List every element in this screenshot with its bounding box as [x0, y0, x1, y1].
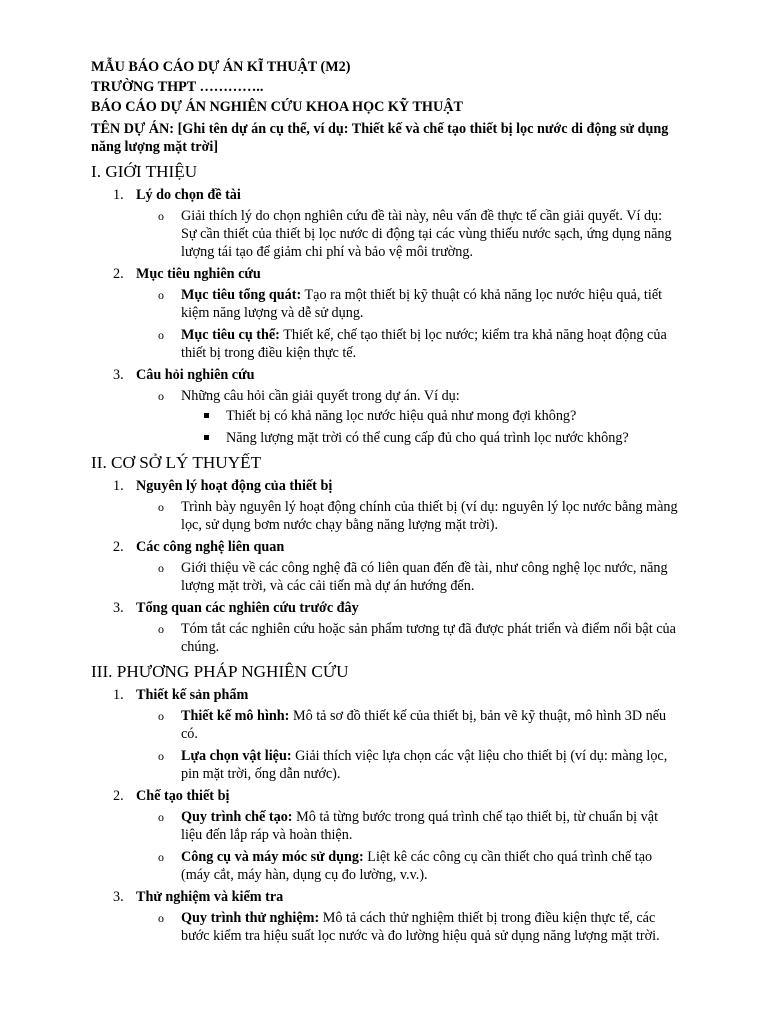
- circle-bullet-icon: o: [158, 749, 164, 763]
- bullet-text: Những câu hỏi cần giải quyết trong dự án. Ví dụ:: [181, 388, 460, 404]
- list-item: [91, 265, 681, 362]
- circle-bullet-icon: o: [158, 709, 164, 723]
- document-page: [91, 58, 681, 949]
- section-list: [91, 477, 681, 656]
- bullet-label: Mục tiêu tổng quát:: [181, 287, 302, 303]
- bullet-item: [136, 909, 681, 945]
- list-item: [91, 366, 681, 447]
- form-title: MẪU BÁO CÁO DỰ ÁN KĨ THUẬT (M2): [91, 59, 351, 75]
- bullet-item: [136, 207, 681, 261]
- bullet-text: Giải thích lý do chọn nghiên cứu đề tài này, nêu vấn đề thực tế cần giải quyết. Ví dụ: Sự cần thiết của thiết bị lọc nước di động tại các vùng thiếu nước sạch, ứng dụng năng lượng tái tạo để giảm chi phí và bảo vệ môi trường.: [181, 208, 672, 260]
- item-title: Nguyên lý hoạt động của thiết bị: [136, 478, 333, 494]
- item-title: Mục tiêu nghiên cứu: [136, 266, 261, 282]
- bullet-text: Giải thích việc lựa chọn các vật liệu cho thiết bị (ví dụ: màng lọc, pin mặt trời, ống dẫn nước).: [181, 748, 668, 782]
- bullet-list: [136, 909, 681, 945]
- sections-container: [91, 162, 681, 945]
- section-list: [91, 186, 681, 447]
- square-bullet-icon: [204, 413, 209, 418]
- list-item: [91, 686, 681, 783]
- item-title: Tổng quan các nghiên cứu trước đây: [136, 600, 359, 616]
- bullet-label: Thiết kế mô hình:: [181, 708, 290, 724]
- bullet-text: Trình bày nguyên lý hoạt động chính của thiết bị (ví dụ: nguyên lý lọc nước bằng màng lọc, sử dụng bơm nước chạy bằng năng lượng mặt trời).: [181, 499, 678, 533]
- list-item: [91, 477, 681, 534]
- bullet-list: [136, 707, 681, 783]
- square-bullet-icon: [204, 435, 209, 440]
- project-name: TÊN DỰ ÁN: [Ghi tên dự án cụ thể, ví dụ: Thiết kế và chế tạo thiết bị lọc nước di động sử dụng năng lượng mặt trời]: [91, 121, 669, 155]
- section-heading: I. GIỚI THIỆU: [91, 162, 198, 181]
- bullet-label: Lựa chọn vật liệu:: [181, 748, 292, 764]
- section-heading: III. PHƯƠNG PHÁP NGHIÊN CỨU: [91, 662, 349, 681]
- bullet-text: Tóm tắt các nghiên cứu hoặc sản phẩm tương tự đã được phát triển và điểm nổi bật của chúng.: [181, 621, 676, 655]
- bullet-item: [136, 848, 681, 884]
- bullet-text: Giới thiệu về các công nghệ đã có liên quan đến đề tài, như công nghệ lọc nước, năng lượng mặt trời, và các cải tiến mà dự án hướng đến.: [181, 560, 668, 594]
- circle-bullet-icon: o: [158, 622, 164, 636]
- bullet-label: Công cụ và máy móc sử dụng:: [181, 849, 364, 865]
- section-heading: II. CƠ SỞ LÝ THUYẾT: [91, 453, 262, 472]
- item-title: Chế tạo thiết bị: [136, 788, 230, 804]
- bullet-label: Mục tiêu cụ thể:: [181, 327, 280, 343]
- sub-bullet-list: [181, 407, 681, 447]
- list-item: [91, 787, 681, 884]
- sub-bullet-item: [181, 407, 681, 425]
- bullet-item: [136, 707, 681, 743]
- bullet-list: [136, 808, 681, 884]
- bullet-item: [136, 620, 681, 656]
- item-title: Lý do chọn đề tài: [136, 187, 241, 203]
- item-title: Các công nghệ liên quan: [136, 539, 285, 555]
- bullet-text: Tạo ra một thiết bị kỹ thuật có khả năng lọc nước hiệu quả, tiết kiệm năng lượng và dễ sử dụng.: [181, 287, 663, 321]
- bullet-list: [136, 498, 681, 534]
- bullet-item: [136, 286, 681, 322]
- bullet-list: [136, 286, 681, 362]
- item-title: Thử nghiệm và kiểm tra: [136, 889, 284, 905]
- bullet-text: Mô tả cách thử nghiệm thiết bị trong điều kiện thực tế, các bước kiểm tra hiệu suất lọc nước và đo lường hiệu quả sử dụng năng lượng mặt trời.: [181, 910, 660, 944]
- bullet-text: Thiết kế, chế tạo thiết bị lọc nước; kiểm tra khả năng hoạt động của thiết bị trong điều kiện thực tế.: [181, 327, 667, 361]
- bullet-list: [136, 207, 681, 261]
- list-item: [91, 538, 681, 595]
- bullet-text: Liệt kê các công cụ cần thiết cho quá trình chế tạo (máy cắt, máy hàn, dụng cụ đo lường, v.v.).: [181, 849, 653, 883]
- list-item: [91, 599, 681, 656]
- bullet-label: Quy trình chế tạo:: [181, 809, 293, 825]
- item-number: 1.: [113, 687, 124, 703]
- circle-bullet-icon: o: [158, 389, 164, 403]
- item-title: Thiết kế sản phẩm: [136, 687, 249, 703]
- circle-bullet-icon: o: [158, 810, 164, 824]
- bullet-list: [136, 620, 681, 656]
- bullet-list: [136, 387, 681, 447]
- school-name: TRƯỜNG THPT …………..: [91, 79, 264, 95]
- bullet-item: [136, 808, 681, 844]
- bullet-item: [136, 387, 681, 447]
- circle-bullet-icon: o: [158, 850, 164, 864]
- item-number: 3.: [113, 600, 124, 616]
- circle-bullet-icon: o: [158, 911, 164, 925]
- bullet-list: [136, 559, 681, 595]
- item-number: 2.: [113, 539, 124, 555]
- item-number: 2.: [113, 266, 124, 282]
- list-item: [91, 186, 681, 261]
- report-title: BÁO CÁO DỰ ÁN NGHIÊN CỨU KHOA HỌC KỸ THUẬT: [91, 99, 463, 115]
- item-number: 1.: [113, 478, 124, 494]
- bullet-label: Quy trình thử nghiệm:: [181, 910, 320, 926]
- item-number: 3.: [113, 367, 124, 383]
- item-title: Câu hỏi nghiên cứu: [136, 367, 255, 383]
- item-number: 1.: [113, 187, 124, 203]
- bullet-item: [136, 747, 681, 783]
- bullet-item: [136, 326, 681, 362]
- bullet-item: [136, 498, 681, 534]
- circle-bullet-icon: o: [158, 561, 164, 575]
- bullet-item: [136, 559, 681, 595]
- bullet-text: Mô tả sơ đồ thiết kế của thiết bị, bản vẽ kỹ thuật, mô hình 3D nếu có.: [181, 708, 667, 742]
- sub-bullet-item: [181, 429, 681, 447]
- circle-bullet-icon: o: [158, 209, 164, 223]
- item-number: 2.: [113, 788, 124, 804]
- list-item: [91, 888, 681, 945]
- sub-bullet-text: Năng lượng mặt trời có thể cung cấp đủ cho quá trình lọc nước không?: [226, 430, 629, 446]
- item-number: 3.: [113, 889, 124, 905]
- circle-bullet-icon: o: [158, 328, 164, 342]
- circle-bullet-icon: o: [158, 288, 164, 302]
- circle-bullet-icon: o: [158, 500, 164, 514]
- bullet-text: Mô tả từng bước trong quá trình chế tạo thiết bị, từ chuẩn bị vật liệu đến lắp ráp và hoàn thiện.: [181, 809, 659, 843]
- section-list: [91, 686, 681, 945]
- sub-bullet-text: Thiết bị có khả năng lọc nước hiệu quả như mong đợi không?: [226, 408, 577, 424]
